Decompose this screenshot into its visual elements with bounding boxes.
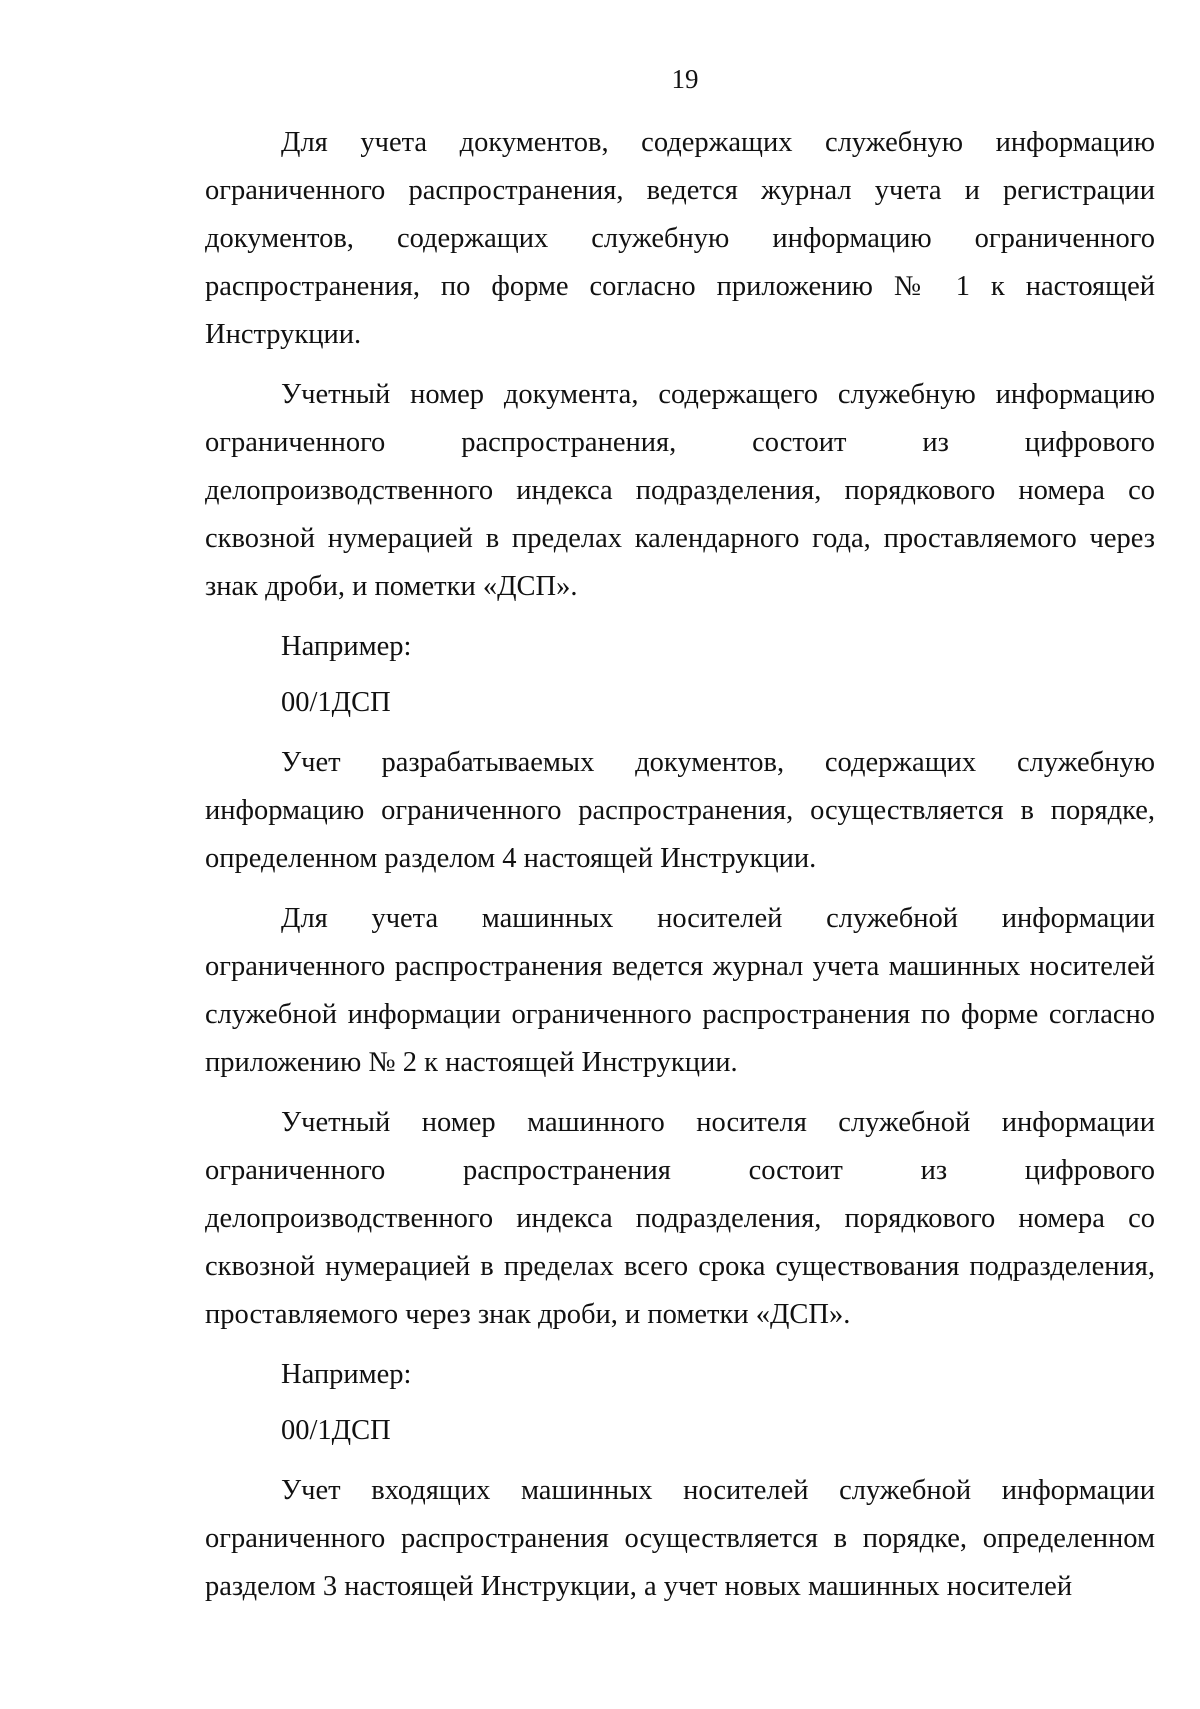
paragraph-example-value-2: 00/1ДСП xyxy=(281,1415,391,1446)
paragraph-developed-documents: Учет разрабатываемых документов, содержащих служебную информацию ограниченного распространения, осуществляется в порядке, определенном разделом 4 настоящей Инструкции. xyxy=(205,747,1155,874)
paragraph-journal-documents: Для учета документов, содержащих служебную информацию ограниченного распространения, ведется журнал учета и регистрации документов, содержащих служебную информацию ограниченного распространения, по форме согласно приложению № 1 к настоящей Инструкции. xyxy=(205,127,1155,350)
document-body xyxy=(205,119,1155,1611)
paragraph-document-number-format: Учетный номер документа, содержащего служебную информацию ограниченного распространения, состоит из цифрового делопроизводственного индекса подразделения, порядкового номера со сквозной нумерацией в пределах календарного года, проставляемого через знак дроби, и пометки «ДСП». xyxy=(205,379,1155,602)
paragraph-media-number-format: Учетный номер машинного носителя служебной информации ограниченного распространения состоит из цифрового делопроизводственного индекса подразделения, порядкового номера со сквозной нумерацией в пределах всего срока существования подразделения, проставляемого через знак дроби, и пометки «ДСП». xyxy=(205,1107,1155,1330)
paragraph-example-value: 00/1ДСП xyxy=(281,687,391,718)
paragraph-example-label: Например: xyxy=(281,631,412,662)
paragraph-incoming-media: Учет входящих машинных носителей служебной информации ограниченного распространения осуществляется в порядке, определенном разделом 3 настоящей Инструкции, а учет новых машинных носителей xyxy=(205,1475,1155,1602)
paragraph-journal-media: Для учета машинных носителей служебной информации ограниченного распространения ведется журнал учета машинных носителей служебной информации ограниченного распространения по форме согласно приложению № 2 к настоящей Инструкции. xyxy=(205,903,1155,1078)
paragraph-example-label-2: Например: xyxy=(281,1359,412,1390)
page-number: 19 xyxy=(671,64,699,94)
